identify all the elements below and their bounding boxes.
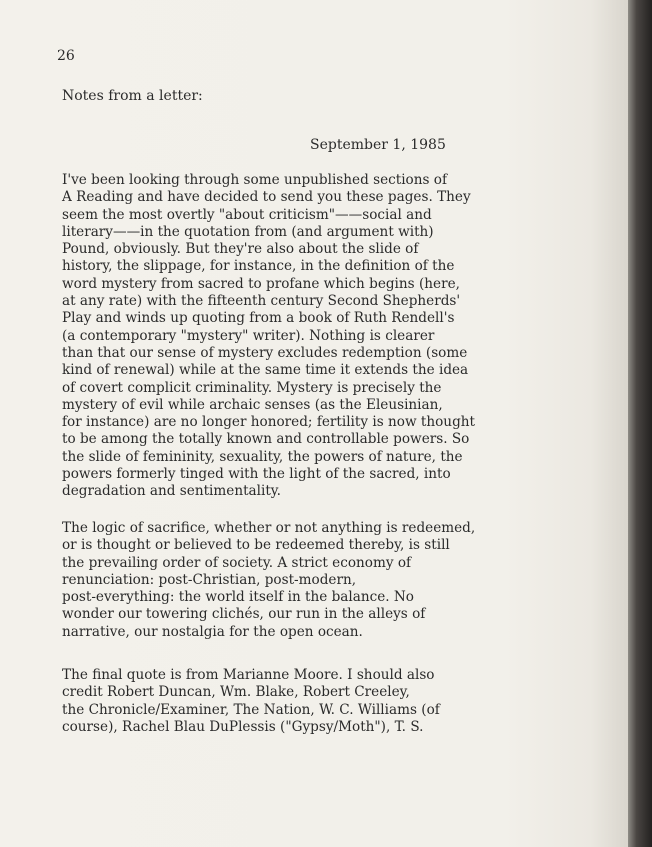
text-line: narrative, our nostalgia for the open ocean. bbox=[62, 623, 363, 640]
text-line: word mystery from sacred to profane which begins (here, bbox=[62, 275, 460, 292]
text-line: to be among the totally known and controllable powers. So bbox=[62, 431, 470, 448]
text-line: mystery of evil while archaic senses (as the Eleusinian, bbox=[62, 396, 443, 413]
text-line: or is thought or believed to be redeemed thereby, is still bbox=[62, 537, 450, 554]
text-line: course), Rachel Blau DuPlessis ("Gypsy/Moth"), T. S. bbox=[62, 718, 424, 735]
page-number: 26 bbox=[57, 48, 75, 64]
text-line: the prevailing order of society. A strict economy of bbox=[62, 554, 412, 571]
text-line: the Chronicle/Examiner, The Nation, W. C. Williams (of bbox=[62, 701, 440, 718]
text-line: credit Robert Duncan, Wm. Blake, Robert Creeley, bbox=[62, 684, 410, 701]
letter-date: September 1, 1985 bbox=[310, 137, 446, 153]
paragraph-mystery bbox=[62, 172, 475, 501]
book-binding-edge bbox=[628, 0, 652, 847]
text-line: Play and winds up quoting from a book of Ruth Rendell's bbox=[62, 310, 455, 327]
text-line: A Reading and have decided to send you these pages. They bbox=[62, 189, 471, 206]
text-line: the slide of femininity, sexuality, the powers of nature, the bbox=[62, 448, 463, 465]
text-line: powers formerly tinged with the light of the sacred, into bbox=[62, 466, 451, 483]
text-line: The final quote is from Marianne Moore. I should also bbox=[62, 667, 435, 683]
text-line: of covert complicit criminality. Mystery is precisely the bbox=[62, 379, 442, 396]
text-line: I've been looking through some unpublished sections of bbox=[62, 172, 448, 188]
text-line: than that our sense of mystery excludes redemption (some bbox=[62, 344, 468, 361]
text-line: at any rate) with the fifteenth century Second Shepherds' bbox=[62, 293, 461, 310]
text-line: Pound, obviously. But they're also about the slide of bbox=[62, 241, 419, 258]
text-line: (a contemporary "mystery" writer). Nothing is clearer bbox=[62, 327, 435, 344]
text-line: renunciation: post-Christian, post-modern, bbox=[62, 571, 357, 588]
text-line: wonder our towering clichés, our run in the alleys of bbox=[62, 606, 426, 623]
text-line: history, the slippage, for instance, in the definition of the bbox=[62, 258, 455, 275]
text-line: literary——in the quotation from (and argument with) bbox=[62, 223, 434, 240]
text-line: post-everything: the world itself in the balance. No bbox=[62, 589, 414, 606]
text-line: seem the most overtly "about criticism"——social and bbox=[62, 206, 432, 223]
paragraph-sacrifice bbox=[62, 520, 475, 641]
text-line: kind of renewal) while at the same time it extends the idea bbox=[62, 362, 469, 379]
notes-heading: Notes from a letter: bbox=[62, 88, 203, 104]
text-line: degradation and sentimentality. bbox=[62, 483, 282, 500]
text-line: for instance) are no longer honored; fertility is now thought bbox=[62, 414, 475, 431]
text-line: The logic of sacrifice, whether or not anything is redeemed, bbox=[62, 520, 476, 536]
paragraph-credits bbox=[62, 667, 440, 736]
